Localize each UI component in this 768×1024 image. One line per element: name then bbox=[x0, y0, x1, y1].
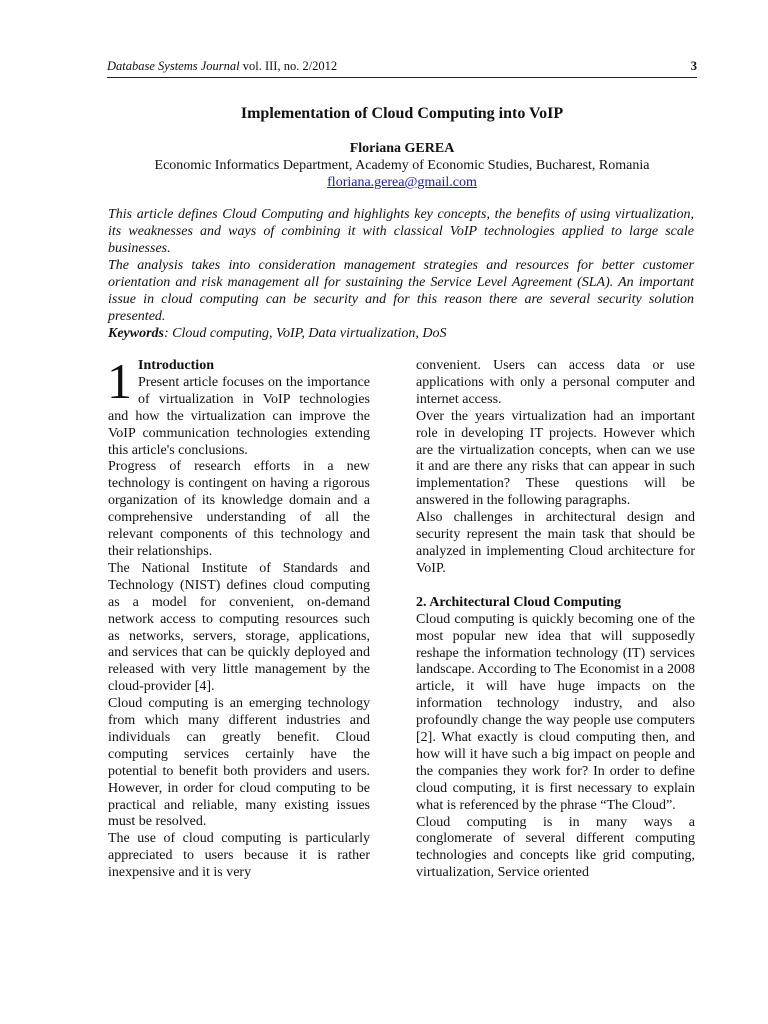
body-paragraph: The use of cloud computing is particularly appreciated to users because it is rather inexpensive and it is very bbox=[108, 831, 370, 881]
section-number-dropcap: 1 bbox=[107, 353, 132, 409]
right-column bbox=[416, 358, 695, 882]
left-column bbox=[107, 353, 370, 882]
paper-title: Implementation of Cloud Computing into VoIP bbox=[240, 105, 564, 122]
section-heading: Introduction bbox=[138, 358, 214, 373]
abstract-paragraph: This article defines Cloud Computing and highlights key concepts, the benefits of using virtualization, its weaknesses and ways of combining it with classical VoIP technologies applied to large scale businesses. bbox=[108, 207, 694, 256]
body-paragraph: Present article focuses on the importance of virtualization in VoIP technologies and how the virtualization can improve the VoIP communication technologies extending this article's conclusions. bbox=[108, 374, 370, 458]
body-paragraph: Cloud computing is quickly becoming one of the most popular new idea that will supposedly reshape the information technology (IT) services landscape. According to The Economist in a 2008 article, it will have huge impacts on the information technology industry, and also profoundly change the way people use computers [2]. What exactly is cloud computing then, and how will it have such a big impact on people and the companies they work for? In order to define cloud computing, it is first necessary to explain what is referenced by the phrase “The Cloud”. bbox=[416, 611, 695, 813]
author-email-link[interactable]: floriana.gerea@gmail.com bbox=[327, 175, 477, 190]
page-number: 3 bbox=[690, 59, 697, 73]
journal-volume: vol. III, no. 2/2012 bbox=[242, 59, 338, 73]
body-paragraph: Cloud computing is an emerging technology from which many different industries and individuals can greatly benefit. Cloud computing services certainly have the potential to benefit both providers and users. However, in order for cloud computing to be practical and reliable, many existing issues must be resolved. bbox=[108, 696, 370, 830]
author-name: Floriana GEREA bbox=[349, 141, 455, 156]
body-paragraph: The National Institute of Standards and Technology (NIST) defines cloud computing as a model for convenient, on-demand network access to computing resources such as networks, servers, storage, applications, and services that can be quickly deployed and released with very little management by the cloud-provider [4]. bbox=[108, 560, 370, 695]
author-affiliation: Economic Informatics Department, Academy of Economic Studies, Bucharest, Romania bbox=[154, 158, 650, 173]
keywords-label: Keywords bbox=[108, 326, 164, 341]
introduction-section bbox=[107, 353, 370, 459]
body-paragraph: Cloud computing is in many ways a conglomerate of several different computing technologies and concepts like grid computing, virtualization, Service oriented bbox=[416, 814, 695, 881]
body-paragraph: Over the years virtualization had an important role in developing IT projects. However which are the virtualization concepts, when can we use it and are there any risks that can appear in such implementation? These questions will be answered in the following paragraphs. bbox=[416, 408, 695, 509]
running-header bbox=[107, 58, 697, 74]
body-paragraph: Also challenges in architectural design and security represent the main task that should be analyzed in implementing Cloud architecture for VoIP. bbox=[416, 510, 695, 576]
keywords-text: : Cloud computing, VoIP, Data virtualization, DoS bbox=[164, 326, 447, 341]
body-paragraph: Progress of research efforts in a new technology is contingent on having a rigorous organization of its knowledge domain and a comprehensive understanding of all the relevant components of this technology and their relationships. bbox=[108, 459, 370, 559]
journal-name: Database Systems Journal bbox=[107, 59, 240, 73]
author-email-line bbox=[107, 174, 697, 191]
section-heading: 2. Architectural Cloud Computing bbox=[416, 594, 622, 610]
header-rule bbox=[107, 77, 697, 78]
body-paragraph: convenient. Users can access data or use applications with only a personal computer and internet access. bbox=[416, 358, 695, 407]
abstract-paragraph: The analysis takes into consideration management strategies and resources for better customer orientation and risk management all for sustaining the Service Level Agreement (SLA). An important issue in cloud computing can be security and for this reason there are several security solution presented. bbox=[108, 258, 694, 324]
keywords-line bbox=[108, 325, 694, 342]
abstract bbox=[108, 206, 694, 342]
